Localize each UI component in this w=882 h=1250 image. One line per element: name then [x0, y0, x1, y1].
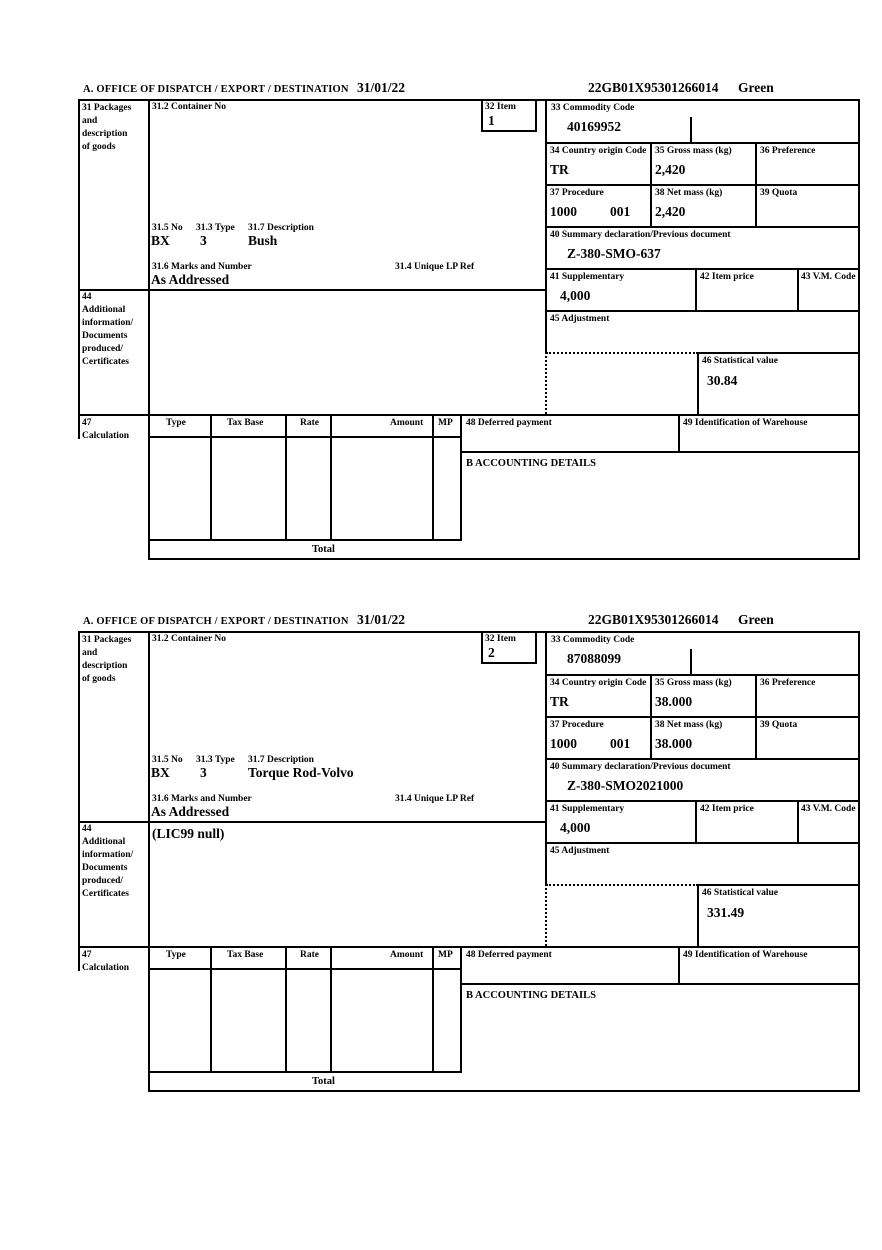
goods-description-value: Bush [248, 233, 278, 248]
box44-label: information/ [82, 850, 134, 860]
goods-description-value: Torque Rod-Volvo [248, 765, 354, 780]
box44-label: Documents [82, 331, 128, 341]
grid-line [678, 946, 680, 983]
net-mass-value: 38.000 [655, 736, 693, 751]
grid-line [545, 268, 860, 270]
declaration-item-block [0, 612, 882, 1092]
summary-declaration-label: 40 Summary declaration/Previous document [550, 230, 731, 240]
grid-line [481, 631, 483, 664]
calc-tax-base-header: Tax Base [227, 950, 264, 960]
grid-line [460, 451, 860, 453]
grid-line [650, 142, 652, 226]
adjustment-label: 45 Adjustment [550, 846, 610, 856]
preference-label: 36 Preference [760, 146, 816, 156]
package-type-label: 31.3 Type [196, 223, 235, 233]
country-origin-value: TR [550, 162, 569, 177]
grid-line [78, 414, 860, 416]
accounting-details-label: B ACCOUNTING DETAILS [466, 990, 596, 1001]
box44-label: information/ [82, 318, 134, 328]
box31-label: of goods [82, 142, 116, 152]
grid-line [210, 414, 212, 539]
total-label: Total [312, 1076, 335, 1087]
procedure-label: 37 Procedure [550, 720, 604, 730]
grid-line [481, 130, 537, 132]
box31-label: 31 Packages [82, 103, 132, 113]
grid-line [148, 631, 150, 1091]
calc-rate-header: Rate [300, 418, 319, 428]
grid-line [755, 142, 757, 226]
box47-label: Calculation [82, 963, 129, 973]
dotted-line [546, 884, 698, 886]
calc-rate-header: Rate [300, 950, 319, 960]
grid-line [797, 800, 799, 842]
declaration-item-block [0, 80, 882, 560]
box31-label: and [82, 116, 98, 126]
grid-line [545, 758, 860, 760]
box47-label: 47 [82, 418, 92, 428]
commodity-code-label: 33 Commodity Code [551, 635, 635, 645]
grid-line [755, 674, 757, 758]
routing-status: Green [738, 80, 774, 95]
box44-label: Certificates [82, 889, 129, 899]
grid-line [697, 352, 699, 414]
box31-label: of goods [82, 674, 116, 684]
entry-number: 22GB01X95301266014 [588, 80, 719, 95]
container-no-label: 31.2 Container No [152, 634, 226, 644]
supplementary-label: 41 Supplementary [550, 804, 625, 814]
calc-amount-header: Amount [390, 950, 424, 960]
box44-label: 44 [82, 824, 92, 834]
package-type-value: 3 [200, 233, 207, 248]
box44-label: 44 [82, 292, 92, 302]
procedure-value: 1000 [550, 736, 577, 751]
item-number-value: 1 [488, 113, 495, 128]
commodity-subfield-tick [690, 117, 692, 142]
grid-line [432, 414, 434, 539]
quota-label: 39 Quota [760, 188, 798, 198]
commodity-subfield-tick [690, 649, 692, 674]
box31-label: description [82, 129, 128, 139]
procedure-value-2: 001 [610, 736, 631, 751]
grid-line [78, 631, 80, 971]
description-label: 31.7 Description [248, 755, 314, 765]
supplementary-value: 4,000 [560, 820, 591, 835]
supplementary-value: 4,000 [560, 288, 591, 303]
grid-line [78, 99, 80, 439]
marks-number-value: As Addressed [151, 804, 230, 819]
marks-number-value: As Addressed [151, 272, 230, 287]
box44-label: produced/ [82, 876, 124, 886]
package-no-value: BX [151, 765, 170, 780]
box47-label: Calculation [82, 431, 129, 441]
commodity-code-value: 40169952 [567, 119, 621, 134]
grid-line [78, 821, 547, 823]
country-origin-value: TR [550, 694, 569, 709]
item-label: 32 Item [485, 102, 516, 112]
grid-line [697, 884, 699, 946]
warehouse-id-label: 49 Identification of Warehouse [683, 418, 808, 428]
box31-label: description [82, 661, 128, 671]
grid-line [148, 558, 860, 560]
procedure-value: 1000 [550, 204, 577, 219]
net-mass-label: 38 Net mass (kg) [655, 188, 723, 198]
package-no-value: BX [151, 233, 170, 248]
container-no-label: 31.2 Container No [152, 102, 226, 112]
grid-line [695, 268, 697, 310]
grid-line [148, 1090, 860, 1092]
statistical-value-label: 46 Statistical value [702, 888, 778, 898]
entry-date: 31/01/22 [357, 80, 406, 95]
grid-line [460, 946, 462, 1071]
box31-label: and [82, 648, 98, 658]
grid-line [535, 631, 537, 664]
grid-line [148, 99, 150, 559]
box44-label: Certificates [82, 357, 129, 367]
supplementary-label: 41 Supplementary [550, 272, 625, 282]
box44-label: produced/ [82, 344, 124, 354]
grid-line [797, 268, 799, 310]
package-type-label: 31.3 Type [196, 755, 235, 765]
vm-code-label: 43 V.M. Code [801, 272, 856, 282]
grid-line [650, 674, 652, 758]
grid-line [697, 352, 860, 354]
deferred-payment-label: 48 Deferred payment [466, 950, 552, 960]
grid-line [545, 842, 860, 844]
grid-line [330, 414, 332, 539]
box44-label: Documents [82, 863, 128, 873]
package-no-label: 31.5 No [152, 223, 183, 233]
grid-line [535, 99, 537, 132]
statistical-value: 331.49 [707, 905, 745, 920]
unique-lp-ref-label: 31.4 Unique LP Ref [395, 262, 475, 272]
grid-line [545, 716, 860, 718]
calc-amount-header: Amount [390, 418, 424, 428]
grid-line [148, 436, 462, 438]
calc-mp-header: MP [438, 950, 453, 960]
dotted-line [545, 352, 547, 414]
gross-mass-value: 38.000 [655, 694, 693, 709]
marks-number-label: 31.6 Marks and Number [152, 794, 252, 804]
item-label: 32 Item [485, 634, 516, 644]
gross-mass-value: 2,420 [655, 162, 686, 177]
country-origin-label: 34 Country origin Code [550, 678, 647, 688]
summary-declaration-value: Z-380-SMO-637 [567, 246, 661, 261]
procedure-value-2: 001 [610, 204, 631, 219]
commodity-code-label: 33 Commodity Code [551, 103, 635, 113]
grid-line [695, 800, 697, 842]
preference-label: 36 Preference [760, 678, 816, 688]
net-mass-value: 2,420 [655, 204, 686, 219]
box44-label: Additional [82, 837, 126, 847]
statistical-value-label: 46 Statistical value [702, 356, 778, 366]
office-of-dispatch-label: A. OFFICE OF DISPATCH / EXPORT / DESTINATION [83, 616, 349, 627]
grid-line [460, 983, 860, 985]
summary-declaration-value: Z-380-SMO2021000 [567, 778, 684, 793]
marks-number-label: 31.6 Marks and Number [152, 262, 252, 272]
grid-line [330, 946, 332, 1071]
grid-line [78, 289, 547, 291]
vm-code-label: 43 V.M. Code [801, 804, 856, 814]
grid-line [545, 800, 860, 802]
grid-line [148, 1071, 462, 1073]
grid-line [432, 946, 434, 1071]
grid-line [545, 226, 860, 228]
statistical-value: 30.84 [707, 373, 738, 388]
grid-line [545, 310, 860, 312]
description-label: 31.7 Description [248, 223, 314, 233]
grid-line [697, 884, 860, 886]
additional-information-value: (LIC99 null) [152, 826, 225, 841]
routing-status: Green [738, 612, 774, 627]
warehouse-id-label: 49 Identification of Warehouse [683, 950, 808, 960]
calc-mp-header: MP [438, 418, 453, 428]
box47-label: 47 [82, 950, 92, 960]
package-type-value: 3 [200, 765, 207, 780]
net-mass-label: 38 Net mass (kg) [655, 720, 723, 730]
calc-tax-base-header: Tax Base [227, 418, 264, 428]
unique-lp-ref-label: 31.4 Unique LP Ref [395, 794, 475, 804]
country-origin-label: 34 Country origin Code [550, 146, 647, 156]
grid-line [460, 414, 462, 539]
item-price-label: 42 Item price [700, 272, 754, 282]
entry-date: 31/01/22 [357, 612, 406, 627]
item-price-label: 42 Item price [700, 804, 754, 814]
office-of-dispatch-label: A. OFFICE OF DISPATCH / EXPORT / DESTINATION [83, 84, 349, 95]
dotted-line [546, 352, 698, 354]
grid-line [148, 539, 462, 541]
deferred-payment-label: 48 Deferred payment [466, 418, 552, 428]
calc-type-header: Type [166, 418, 186, 428]
grid-line [545, 184, 860, 186]
summary-declaration-label: 40 Summary declaration/Previous document [550, 762, 731, 772]
entry-number: 22GB01X95301266014 [588, 612, 719, 627]
adjustment-label: 45 Adjustment [550, 314, 610, 324]
grid-line [678, 414, 680, 451]
grid-line [148, 968, 462, 970]
commodity-code-value: 87088099 [567, 651, 621, 666]
calc-type-header: Type [166, 950, 186, 960]
grid-line [481, 99, 483, 132]
grid-line [858, 99, 860, 560]
box31-label: 31 Packages [82, 635, 132, 645]
grid-line [285, 946, 287, 1071]
box44-label: Additional [82, 305, 126, 315]
grid-line [481, 662, 537, 664]
gross-mass-label: 35 Gross mass (kg) [655, 678, 732, 688]
grid-line [858, 631, 860, 1092]
package-no-label: 31.5 No [152, 755, 183, 765]
grid-line [78, 631, 860, 633]
grid-line [545, 142, 860, 144]
quota-label: 39 Quota [760, 720, 798, 730]
total-label: Total [312, 544, 335, 555]
gross-mass-label: 35 Gross mass (kg) [655, 146, 732, 156]
dotted-line [545, 884, 547, 946]
grid-line [285, 414, 287, 539]
accounting-details-label: B ACCOUNTING DETAILS [466, 458, 596, 469]
grid-line [545, 674, 860, 676]
grid-line [210, 946, 212, 1071]
grid-line [78, 99, 860, 101]
grid-line [78, 946, 860, 948]
procedure-label: 37 Procedure [550, 188, 604, 198]
item-number-value: 2 [488, 645, 495, 660]
